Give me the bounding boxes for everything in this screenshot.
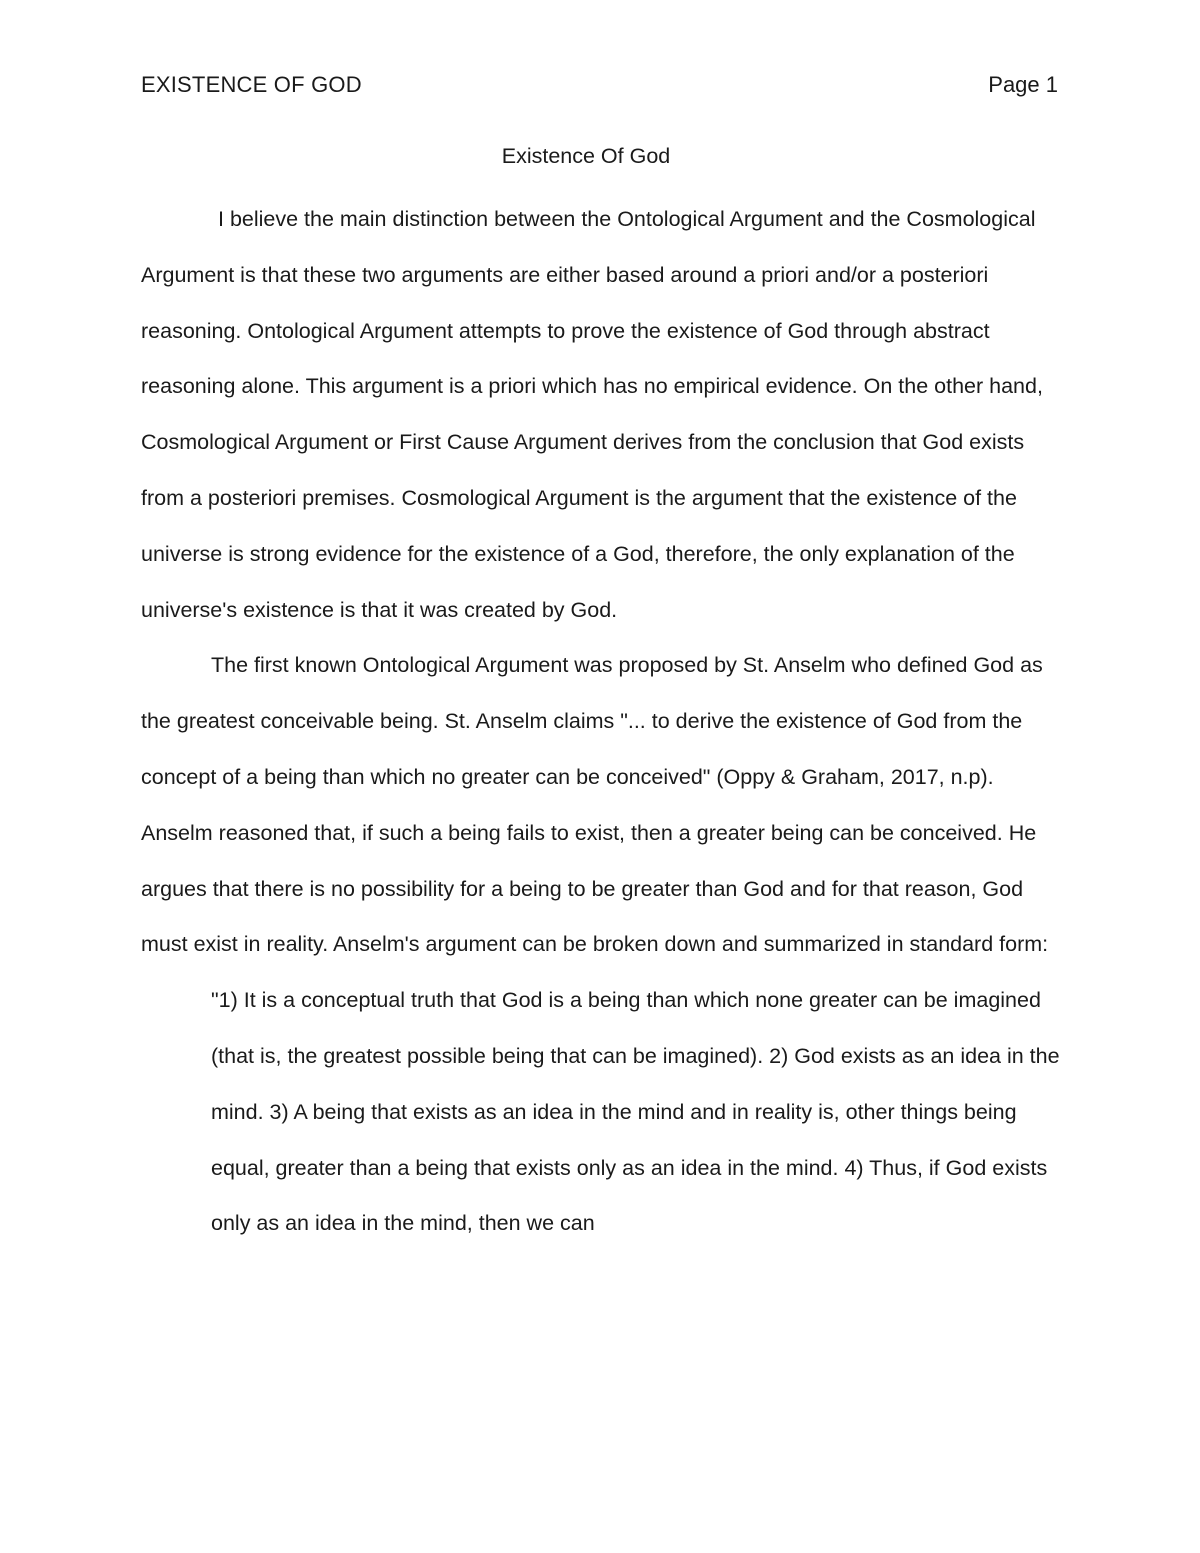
page-number: Page 1 bbox=[988, 72, 1058, 97]
body-paragraph: The first known Ontological Argument was proposed by St. Anselm who defined God as the greatest conceivable being. St. Anselm claims "... to derive the existence of God from the concept of a being than which no greater can be conceived" (Oppy & Graham, 2017, n.p). Anselm reasoned that, if such a being fails to exist, then a greater being can be conceived. He argues that there is no possibility for a being to be greater than God and for that reason, God must exist in reality. Anselm's argument can be broken down and summarized in standard form: bbox=[141, 653, 1049, 957]
body-paragraph: I believe the main distinction between the Ontological Argument and the Cosmological Argument is that these two arguments are either based around a priori and/or a posteriori reasoning. Ontological Argument attempts to prove the existence of God through abstract reasoning alone. This argument is a priori which has no empirical evidence. On the other hand, Cosmological Argument or First Cause Argument derives from the conclusion that God exists from a posteriori premises. Cosmological Argument is the argument that the existence of the universe is strong evidence for the existence of a God, therefore, the only explanation of the universe's existence is that it was created by God. bbox=[141, 207, 1043, 622]
document-body bbox=[141, 192, 1061, 1252]
document-title: Existence Of God bbox=[501, 144, 671, 168]
running-head: EXISTENCE OF GOD bbox=[141, 72, 362, 97]
block-quote: "1) It is a conceptual truth that God is a being than which none greater can be imagined (that is, the greatest possible being that can be imagined). 2) God exists as an idea in the mind. 3) A being that exists as an idea in the mind and in reality is, other things being equal, greater than a being that exists only as an idea in the mind. 4) Thus, if God exists only as an idea in the mind, then we can bbox=[211, 988, 1060, 1236]
